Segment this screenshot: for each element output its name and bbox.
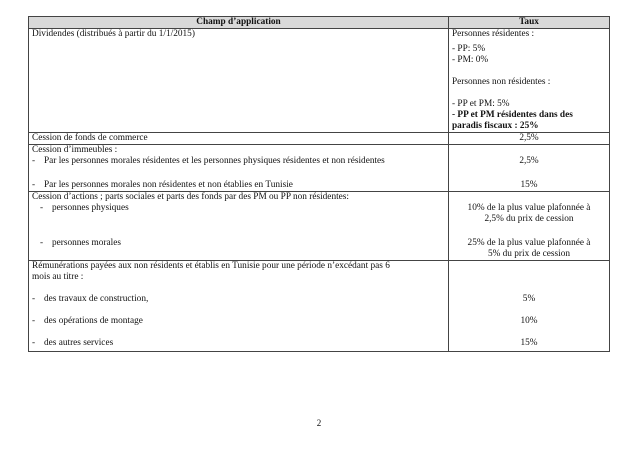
remunerations-rate: 5% 10% 15% bbox=[449, 261, 610, 352]
table-row-actions bbox=[29, 192, 610, 261]
table-header-row bbox=[29, 17, 610, 29]
tax-rates-table bbox=[28, 16, 610, 352]
actions-rate: 10% de la plus value plafonnée à 2,5% du prix de cession 25% de la plus value plafonnée à 5% du prix de cession bbox=[449, 192, 610, 261]
table-row-immeubles bbox=[29, 145, 610, 192]
fonds-label: Cession de fonds de commerce bbox=[29, 133, 449, 145]
table-row-fonds bbox=[29, 133, 610, 145]
immeubles-rate: 2,5% 15% bbox=[449, 145, 610, 192]
immeubles-label: Cession d’immeubles : - Par les personnes morales résidentes et les personnes physiques résidentes et non résidentes - Par les personnes morales non résidentes et non établies en Tunisie bbox=[29, 145, 449, 192]
header-taux: Taux bbox=[449, 17, 610, 29]
table-row-remunerations bbox=[29, 261, 610, 352]
dividendes-rate: Personnes résidentes : - PP: 5% - PM: 0% Personnes non résidentes : - PP et PM: 5% - PP et PM résidentes dans des paradis fiscaux : 25% bbox=[449, 29, 610, 133]
actions-label: Cession d’actions ; parts sociales et parts des fonds par des PM ou PP non résidentes: - personnes physiques - personnes morales bbox=[29, 192, 449, 261]
table-row-dividendes bbox=[29, 29, 610, 133]
dividendes-label: Dividendes (distribués à partir du 1/1/2015) bbox=[29, 29, 449, 133]
header-champ: Champ d’application bbox=[29, 17, 449, 29]
page-number: 2 bbox=[316, 418, 322, 428]
remunerations-label: Rémunérations payées aux non résidents et établis en Tunisie pour une période n’excédant pas 6 mois au titre : - des travaux de construction, - des opérations de montage - des autres services bbox=[29, 261, 449, 352]
fonds-rate: 2,5% bbox=[449, 133, 610, 145]
